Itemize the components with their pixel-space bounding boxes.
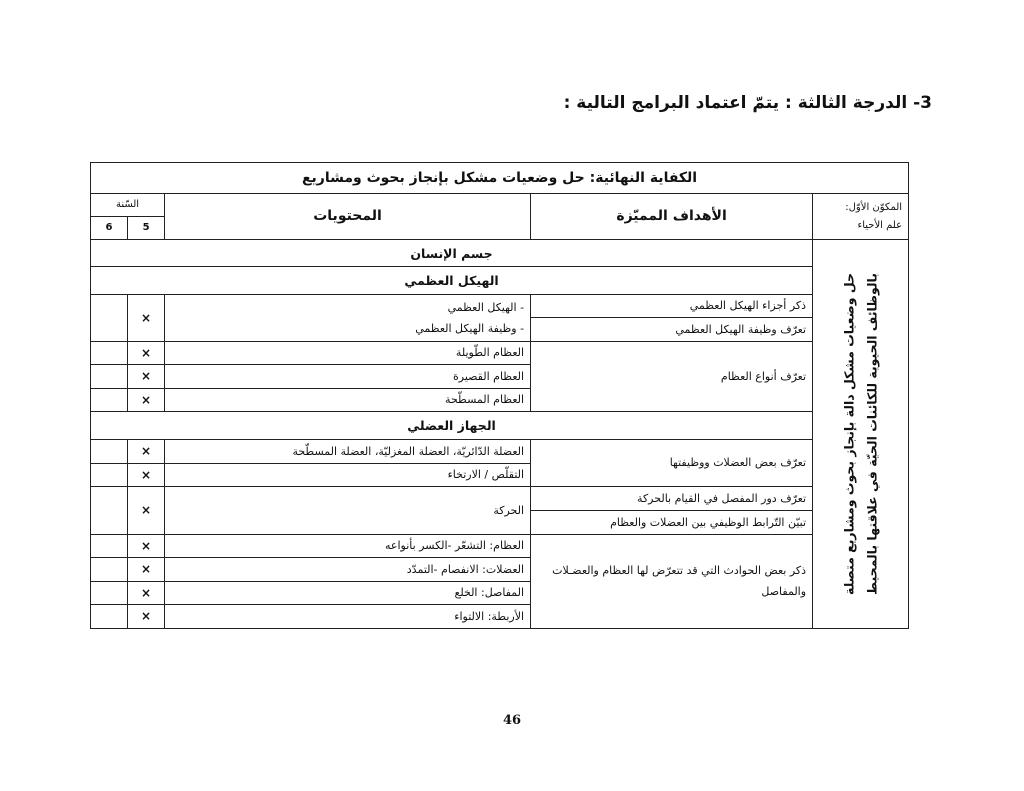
- year-6-cell: [91, 389, 128, 412]
- section-heading: 3- الدرجة الثالثة : يتمّ اعتماد البرامج التالية :: [563, 93, 932, 113]
- section-muscular: الجهاز العضلي: [91, 412, 813, 440]
- year-6-cell: [91, 487, 128, 535]
- contents-header: المحتويات: [165, 194, 531, 240]
- page-number: 46: [502, 713, 522, 728]
- objective-cell: تعرّف بعض العضلات ووظيفتها: [531, 440, 813, 487]
- year-5-mark: ×: [128, 365, 165, 389]
- section-body: جسم الإنسان: [91, 240, 813, 267]
- objective-cell: تبيّن التّرابط الوظيفي بين العضلات والعظام: [531, 511, 813, 535]
- year-6-cell: [91, 582, 128, 605]
- content-cell: الحركة: [165, 487, 531, 535]
- year-5-mark: ×: [128, 440, 165, 464]
- content-cell: العضلة الدّائريّة، العضلة المغزليّة، العضلة المسطّحة: [165, 440, 531, 464]
- year-6-cell: [91, 535, 128, 558]
- year-6-cell: [91, 440, 128, 464]
- content-cell: العظام الطّويلة: [165, 342, 531, 365]
- content-cell: العظام القصيرة: [165, 365, 531, 389]
- year-5-mark: ×: [128, 582, 165, 605]
- year-5-mark: ×: [128, 535, 165, 558]
- year-6-cell: [91, 558, 128, 582]
- year-5-mark: ×: [128, 464, 165, 487]
- year-5-mark: ×: [128, 558, 165, 582]
- year-6-cell: [91, 365, 128, 389]
- year-5-mark: ×: [128, 389, 165, 412]
- content-cell: العظام: التشعّر -الكسر بأنواعه: [165, 535, 531, 558]
- content-cell: العضلات: الانفصام -التمدّد: [165, 558, 531, 582]
- objective-cell: ذكر أجزاء الهيكل العظمي: [531, 295, 813, 318]
- year-5-mark: ×: [128, 487, 165, 535]
- objective-cell: تعرّف أنواع العظام: [531, 342, 813, 412]
- table-title: الكفاية النهائية: حل وضعيات مشكل بإنجاز بحوث ومشاريع: [91, 163, 909, 194]
- year-header: السّنة: [91, 194, 165, 217]
- content-cell: التقلّص / الارتخاء: [165, 464, 531, 487]
- objective-cell: تعرّف وظيفة الهيكل العظمي: [531, 318, 813, 342]
- component-header: [813, 194, 909, 240]
- objective-cell: تعرّف دور المفصل في القيام بالحركة: [531, 487, 813, 511]
- content-cell: الأربطة: الالتواء: [165, 605, 531, 629]
- year-5-mark: ×: [128, 605, 165, 629]
- component-name: علم الأحياء: [857, 219, 903, 231]
- content-cell: العظام المسطّحة: [165, 389, 531, 412]
- vertical-competence-text: حل وضعيات مشكل دالة بإنجاز بحوث ومشاريع متصلة بالوظائف الحيوية للكائنات الحيّة في علاقتها بالمحيط: [841, 272, 879, 596]
- content-line: - الهيكل العظمي: [447, 300, 525, 314]
- year-5-header: 5: [128, 217, 165, 240]
- objective-cell: ذكر بعض الحوادث التي قد تتعرّض لها العظام والعضـلات والمفاصل: [531, 535, 813, 629]
- component-label: المكوّن الأوّل:: [845, 201, 903, 213]
- objectives-header: الأهداف المميّزة: [531, 194, 813, 240]
- year-5-mark: ×: [128, 342, 165, 365]
- year-6-cell: [91, 295, 128, 342]
- year-6-cell: [91, 342, 128, 365]
- final-competence-vertical: [813, 240, 909, 629]
- year-6-cell: [91, 605, 128, 629]
- year-5-mark: ×: [128, 295, 165, 342]
- content-line: - وظيفة الهيكل العظمي: [415, 322, 525, 335]
- section-skeleton: الهيكل العظمي: [91, 267, 813, 295]
- year-6-cell: [91, 464, 128, 487]
- content-cell: المفاصل: الخلع: [165, 582, 531, 605]
- year-6-header: 6: [91, 217, 128, 240]
- content-cell: [165, 295, 531, 342]
- curriculum-table: [90, 162, 909, 629]
